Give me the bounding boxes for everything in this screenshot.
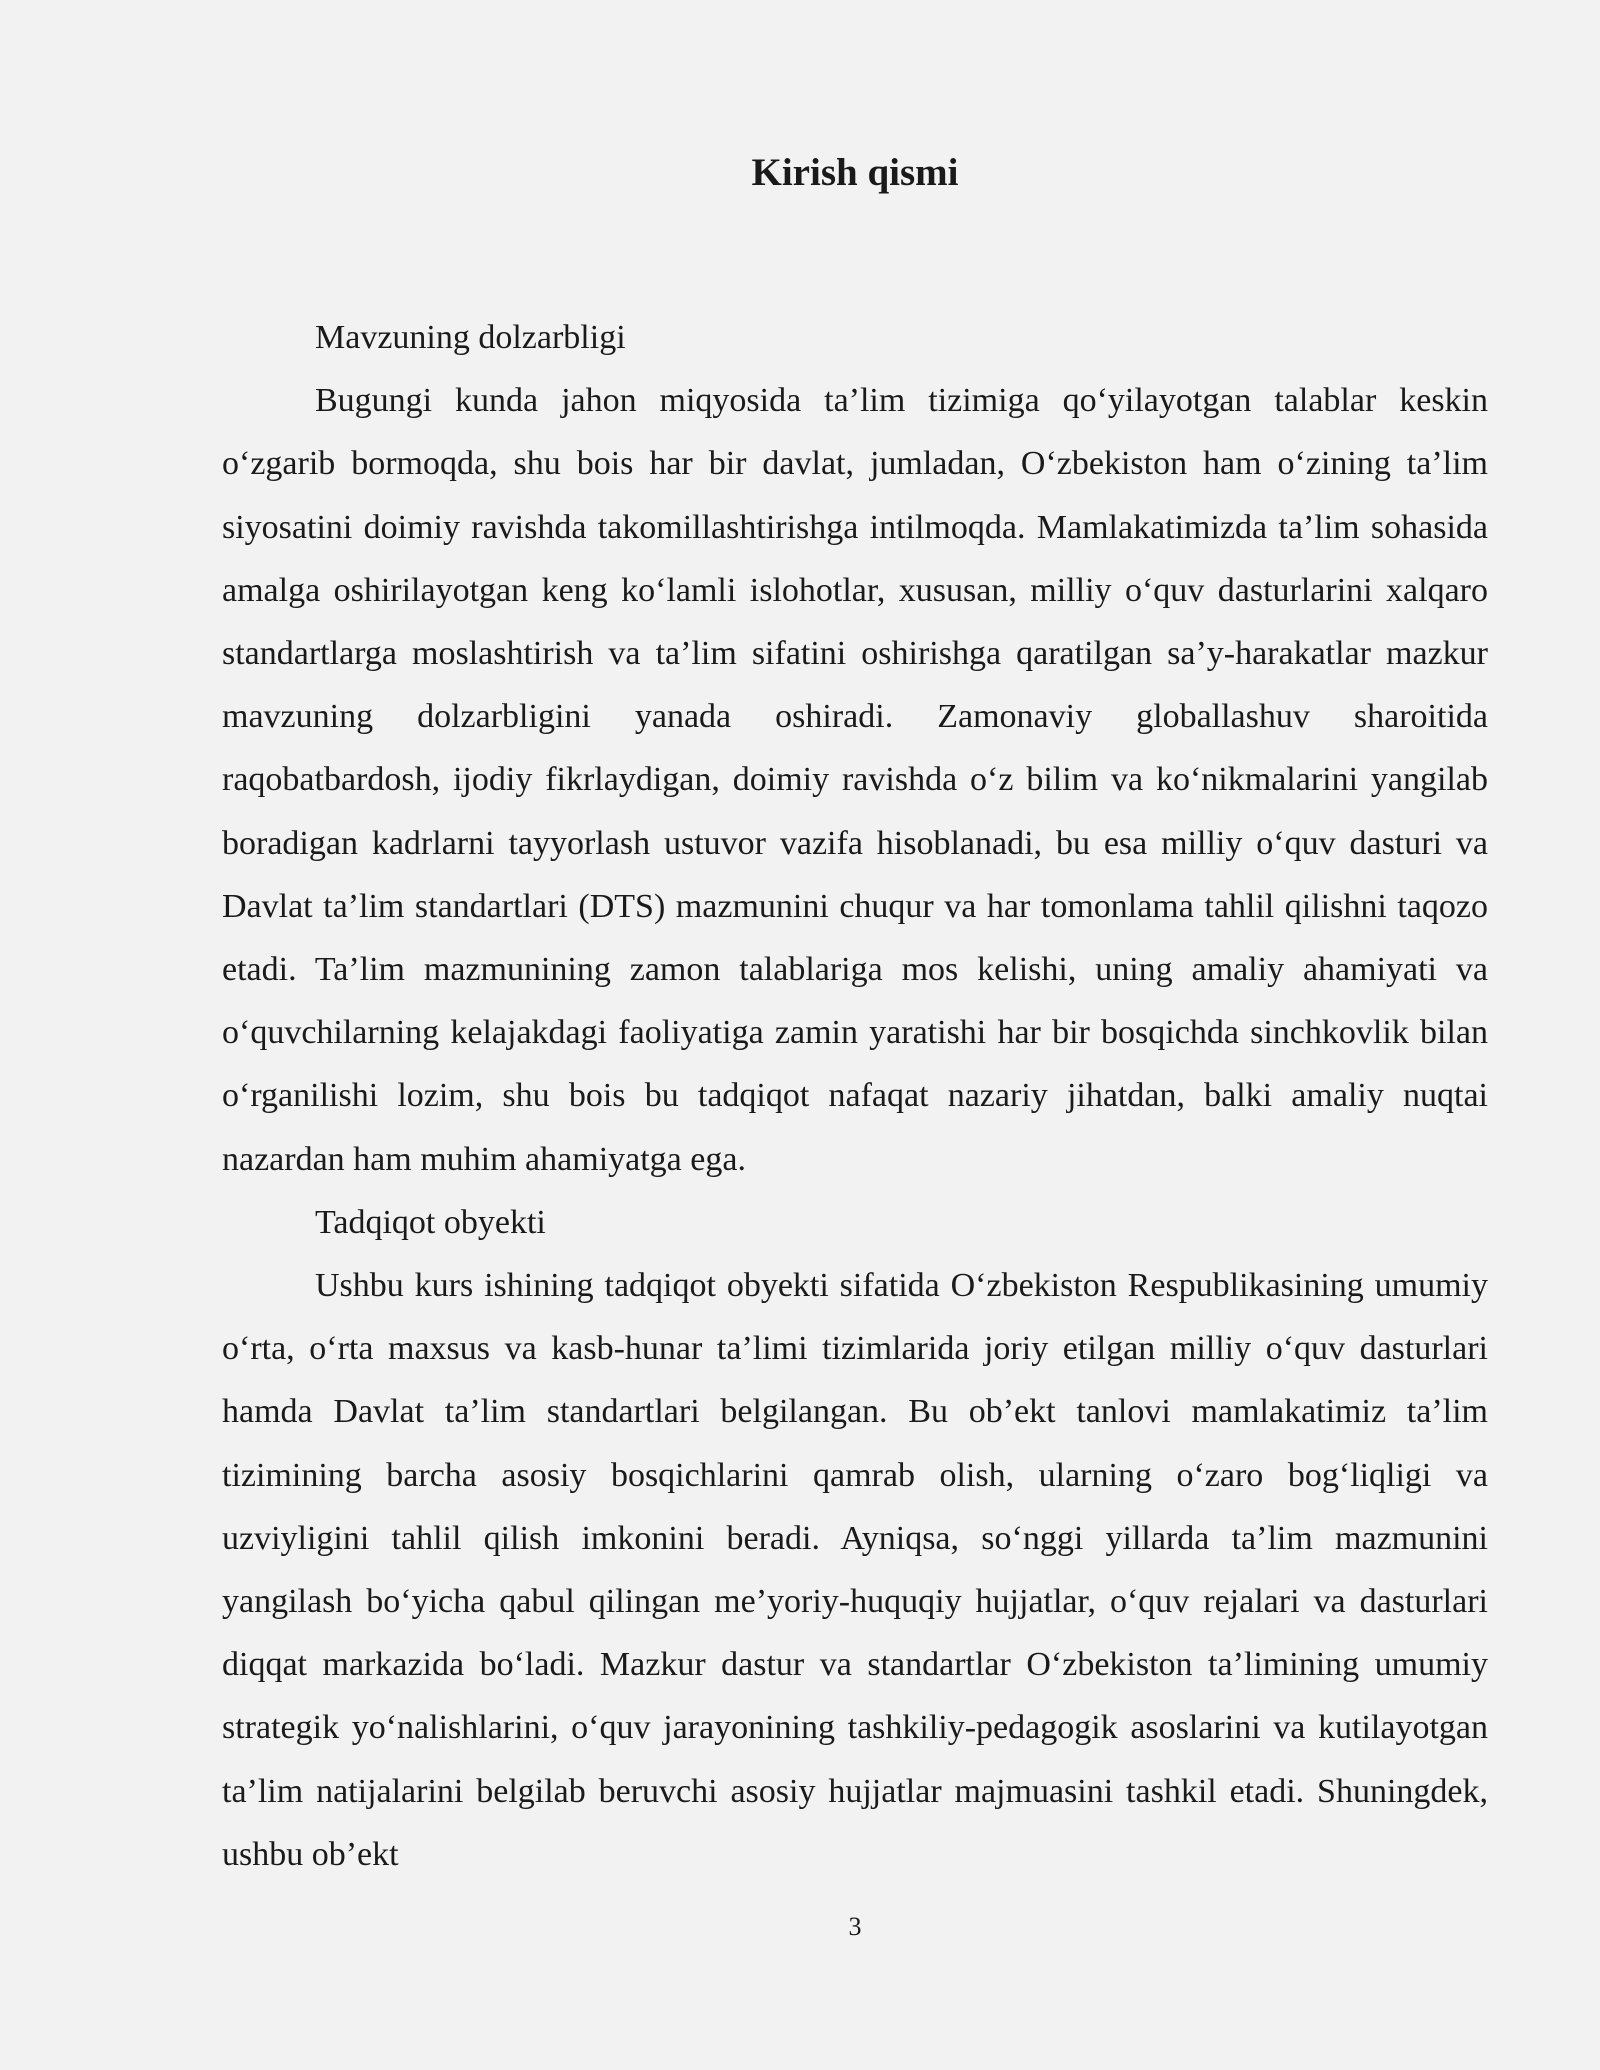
section-heading-relevance: Mavzuning dolzarbligi [315, 319, 626, 356]
page-number: 3 [848, 1912, 862, 1941]
paragraph-relevance: Bugungi kunda jahon miqyosida ta’lim tizimiga qo‘yilayotgan talablar keskin o‘zgarib bormoqda, shu bois har bir davlat, jumladan, O‘zbekiston ham o‘zining ta’lim siyosatini doimiy ravishda takomillashtirishga intilmoqda. Mamlakatimizda ta’lim sohasida amalga oshirilayotgan keng ko‘lamli islohotlar, xususan, milliy o‘quv dasturlarini xalqaro standartlarga moslashtirish va ta’lim sifatini oshirishga qaratilgan sa’y-harakatlar mazkur mavzuning dolzarbligini yanada oshiradi. Zamonaviy globallashuv sharoitida raqobatbardosh, ijodiy fikrlaydigan, doimiy ravishda o‘z bilim va ko‘nikmalarini yangilab boradigan kadrlarni tayyorlash ustuvor vazifa hisoblanadi, bu esa milliy o‘quv dasturi va Davlat ta’lim standartlari (DTS) mazmunini chuqur va har tomonlama tahlil qilishni taqozo etadi. Ta’lim mazmunining zamon talablariga mos kelishi, uning amaliy ahamiyati va o‘quvchilarning kelajakdagi faoliyatiga zamin yaratishi har bir bosqichda sinchkovlik bilan o‘rganilishi lozim, shu bois bu tadqiqot nafaqat nazariy jihatdan, balki amaliy nuqtai nazardan ham muhim ahamiyatga ega. [222, 382, 1488, 1178]
paragraph-research-object: Ushbu kurs ishining tadqiqot obyekti sifatida O‘zbekiston Respublikasining umumiy o‘rta, o‘rta maxsus va kasb-hunar ta’limi tizimlarida joriy etilgan milliy o‘quv dasturlari hamda Davlat ta’lim standartlari belgilangan. Bu ob’ekt tanlovi mamlakatimiz ta’lim tizimining barcha asosiy bosqichlarini qamrab olish, ularning o‘zaro bog‘liqligi va uzviyligini tahlil qilish imkonini beradi. Ayniqsa, so‘nggi yillarda ta’lim mazmunini yangilash bo‘yicha qabul qilingan me’yoriy-huquqiy hujjatlar, o‘quv rejalari va dasturlari diqqat markazida bo‘ladi. Mazkur dastur va standartlar O‘zbekiston ta’limining umumiy strategik yo‘nalishlarini, o‘quv jarayonining tashkiliy-pedagogik asoslarini va kutilayotgan ta’lim natijalarini belgilab beruvchi asosiy hujjatlar majmuasini tashkil etadi. Shuningdek, ushbu ob’ekt [222, 1267, 1488, 1873]
document-body [222, 306, 1488, 1886]
page-title: Kirish qismi [751, 151, 959, 194]
section-heading-research-object: Tadqiqot obyekti [315, 1203, 546, 1241]
